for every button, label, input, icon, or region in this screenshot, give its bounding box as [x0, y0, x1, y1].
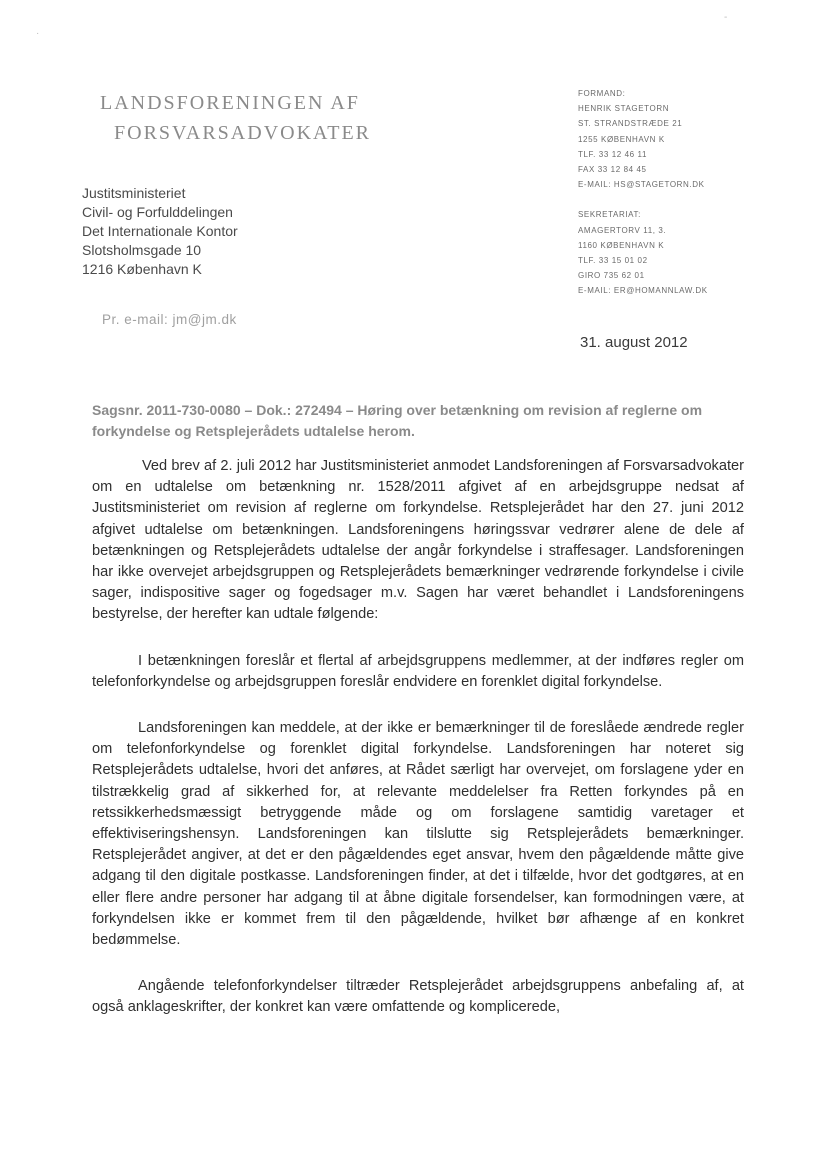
body-paragraph: Landsforeningen kan meddele, at der ikke er bemærkninger til de foreslåede ændrede regler om telefonforkyndelse og forenklet digital forkyndelse. Landsforeningen har noteret sig Retsplejerådets udtalelse, hvori det anføres, at Rådet særligt har overvejet, om forslagene yder en tilstrækkelig grad af sikkerhed for, at relevante meddelelser fra Retten forkyndes på en retssikkerhedsmæssigt betryggende måde og om forslagene samtidig varetager et effektiviseringshensyn. Landsforeningen kan tilslutte sig Retsplejerådets bemærkninger. Retsplejerådet angiver, at det er den pågældendes eget ansvar, hvem den pågældende måtte give adgang til den digitale postkasse. Landsforeningen finder, at det i tilfælde, hvor det godtgøres, at en eller flere andre personer har adgang til at åbne digitale forsendelser, kan formodningen være, at forkyndelsen ikke er kommet frem til den pågældende, hvilket bør afhænge af en konkret bedømmelse.: [92, 720, 744, 949]
recipient-line: Justitsministeriet: [82, 185, 186, 201]
recipient-line: Det Internationale Kontor: [82, 223, 238, 239]
body-paragraph: I betænkningen foreslår et flertal af arbejdsgruppens medlemmer, at der indføres regler om telefonforkyndelse og arbejdsgruppen foreslår endvidere en forenklet digital forkyndelse.: [92, 652, 744, 690]
secretariat-street: AMAGERTORV 11, 3.: [578, 225, 667, 235]
chair-street: ST. STRANDSTRÆDE 21: [578, 119, 683, 129]
letterhead-contact-column: [578, 86, 768, 299]
letterhead-organization-name: [100, 88, 400, 148]
subject-line: Sagsnr. 2011-730-0080 – Dok.: 272494 – Høring over betænkning om revision af reglerne om forkyndelse og Retsplejerådets udtalelse herom.: [92, 402, 703, 439]
recipient-email: Pr. e-mail: jm@jm.dk: [102, 312, 237, 327]
secretariat-label: SEKRETARIAT:: [578, 210, 641, 220]
chair-fax: FAX 33 12 84 45: [578, 165, 647, 175]
letter-body: [92, 456, 744, 1044]
chair-email: E-MAIL: HS@STAGETORN.DK: [578, 180, 705, 190]
secretariat-giro: GIRO 735 62 01: [578, 271, 645, 281]
body-paragraph: Ved brev af 2. juli 2012 har Justitsministeriet anmodet Landsforeningen af Forsvarsadvokater om en udtalelse om betænkning nr. 1528/2011 afgivet af en arbejdsgruppe nedsat af Justitsministeriet om revision af reglerne om forkyndelse. Retsplejerådet har den 27. juni 2012 afgivet udtalelse om betænkningen. Landsforeningens høringssvar vedrører alene de dele af betænkningen og Retsplejerådets udtalelse der angår forkyndelse i straffesager. Landsforeningen har ikke overvejet arbejdsgruppen og Retsplejerådets bemærkninger vedrørende forkyndelse i civile sager, indispositive sager og fogedsager m.v. Sagen har været behandlet i Landsforeningens bestyrelse, der herefter kan udtale følgende:: [92, 458, 744, 623]
scan-speck: ·: [36, 28, 40, 39]
chair-label: FORMAND:: [578, 89, 626, 98]
recipient-address: [82, 184, 362, 279]
letterhead-line-2: FORSVARSADVOKATER: [114, 122, 372, 144]
secretariat-email: E-MAIL: ER@HOMANNLAW.DK: [578, 286, 708, 296]
secretariat-city: 1160 KØBENHAVN K: [578, 240, 665, 250]
chair-phone: TLF. 33 12 46 11: [578, 149, 648, 159]
chair-city: 1255 KØBENHAVN K: [578, 134, 665, 144]
body-paragraph: Angående telefonforkyndelser tiltræder Retsplejerådet arbejdsgruppens anbefaling af, at også anklageskrifter, der konkret kan være omfattende og komplicerede,: [92, 978, 744, 1016]
recipient-line: Slotsholmsgade 10: [82, 242, 202, 258]
letter-date: 31. august 2012: [580, 334, 688, 351]
chair-name: HENRIK STAGETORN: [578, 104, 670, 114]
scan-speck: -: [724, 12, 728, 23]
letterhead-line-1: LANDSFORENINGEN AF: [100, 92, 360, 114]
recipient-line: 1216 København K: [82, 261, 202, 277]
secretariat-phone: TLF. 33 15 01 02: [578, 256, 648, 266]
recipient-line: Civil- og Forfulddelingen: [82, 204, 233, 220]
spacer: [578, 192, 768, 207]
